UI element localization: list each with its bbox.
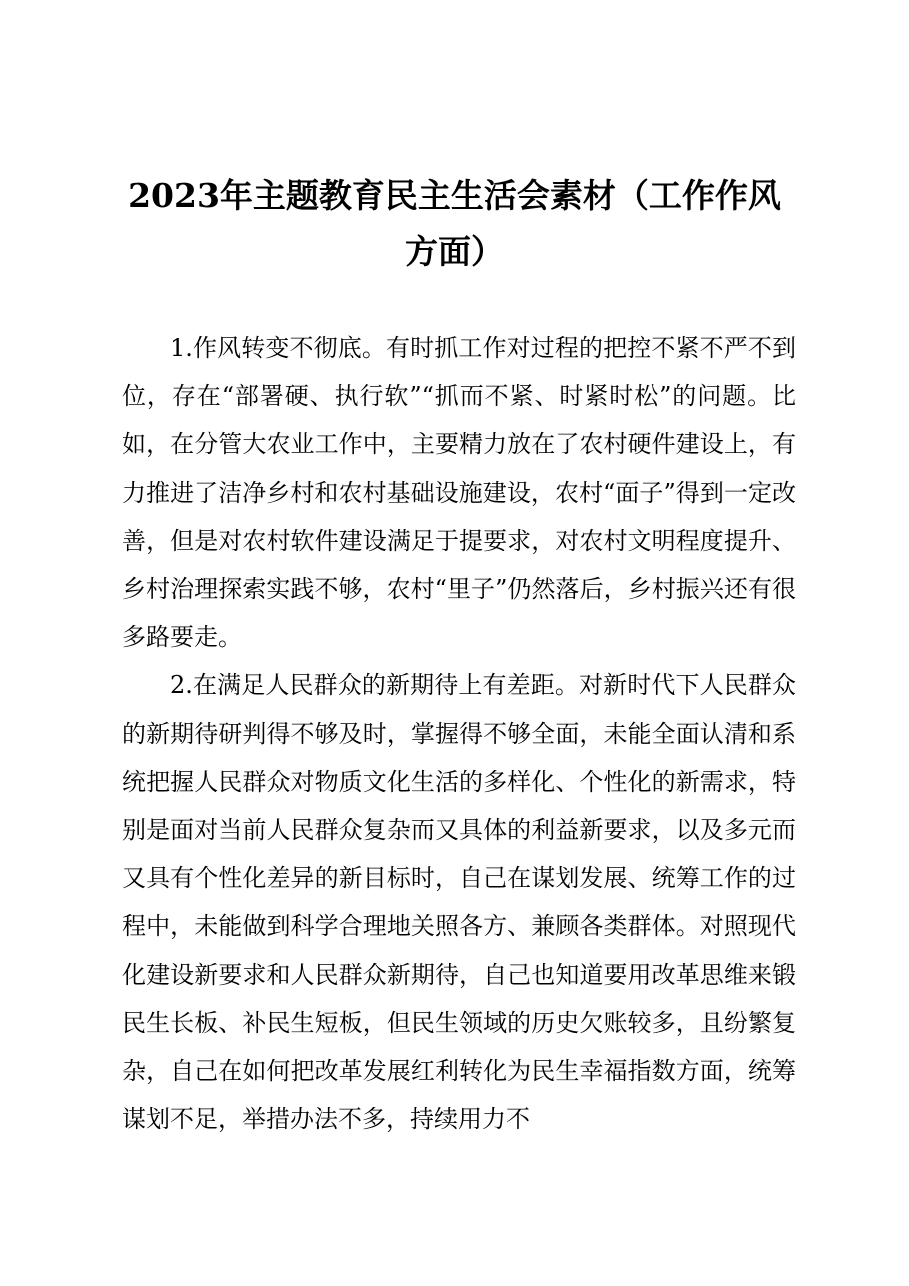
paragraph-1: 1.作风转变不彻底。有时抓工作对过程的把控不紧不严不到位，存在“部署硬、执行软”“抓而不紧、时紧时松”的问题。比如，在分管大农业工作中，主要精力放在了农村硬件建设上，有力推进了洁净乡村和农村基础设施建设，农村“面子”得到一定改善，但是对农村软件建设满足于提要求，对农村文明程度提升、乡村治理探索实践不够，农村“里子”仍然落后，乡村振兴还有很多路要走。 xyxy=(122,334,796,652)
document-body xyxy=(122,324,796,1143)
document-title: 2023年主题教育民主生活会素材（工作作风方面） xyxy=(128,176,781,271)
paragraph-2: 2.在满足人民群众的新期待上有差距。对新时代下人民群众的新期待研判得不够及时，掌握得不够全面，未能全面认清和系统把握人民群众对物质文化生活的多样化、个性化的新需求，特别是面对当前人民群众复杂而又具体的利益新要求，以及多元而又具有个性化差异的新目标时，自己在谋划发展、统筹工作的过程中，未能做到科学合理地关照各方、兼顾各类群体。对照现代化建设新要求和人民群众新期待，自己也知道要用改革思维来锻民生长板、补民生短板，但民生领域的历史欠账较多，且纷繁复杂，自己在如何把改革发展红利转化为民生幸福指数方面，统筹谋划不足，举措办法不多，持续用力不 xyxy=(122,671,796,1134)
